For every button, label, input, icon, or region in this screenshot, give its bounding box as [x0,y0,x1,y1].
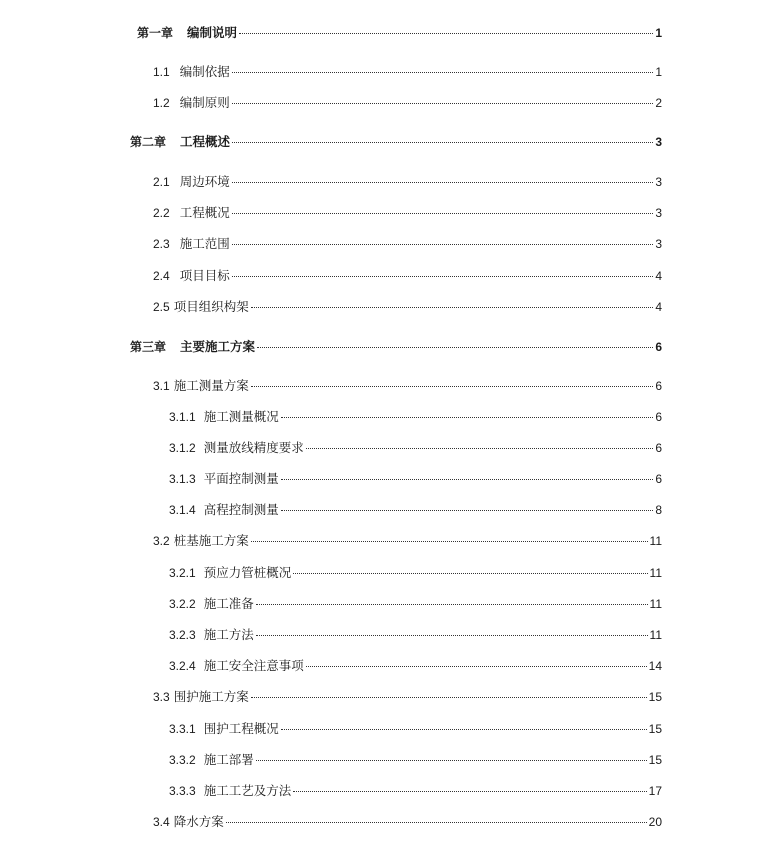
toc-entry-3-2[interactable] [153,532,662,550]
toc-entry-3-1-1[interactable] [169,408,662,426]
toc-title: 施工测量方案 [173,378,249,393]
toc-number: 3.3.3 [169,784,196,798]
toc-entry-3-3-2[interactable] [169,751,662,769]
dot-leader [232,182,654,183]
toc-entry-2-3[interactable] [153,235,662,253]
toc-title: 编制依据 [179,64,230,79]
dot-leader [232,213,654,214]
toc-number: 3.3.2 [169,753,196,767]
toc-number: 2.2 [153,206,170,220]
toc-entry-3-1[interactable] [153,377,662,395]
toc-page-number: 4 [655,300,662,314]
toc-title: 降水方案 [173,814,224,829]
toc-title: 平面控制测量 [203,471,279,486]
toc-page-number: 6 [655,441,662,455]
toc-title: 编制说明 [187,25,238,40]
toc-entry-3-3-1[interactable] [169,720,662,738]
toc-page-number: 3 [655,135,662,149]
toc-title: 周边环境 [179,174,230,189]
toc-page-number: 11 [649,534,662,548]
toc-entry-3-2-3[interactable] [169,626,662,644]
dot-leader [281,729,647,730]
toc-page-number: 11 [649,597,662,611]
toc-page-number: 3 [655,206,662,220]
toc-page-number: 6 [655,472,662,486]
dot-leader [232,142,653,143]
toc-entry-3-1-2[interactable] [169,439,662,457]
toc-number: 2.1 [153,175,170,189]
toc-page-number: 20 [648,815,662,829]
toc-number: 3.2.3 [169,628,196,642]
toc-title: 主要施工方案 [180,339,256,354]
toc-page-number: 3 [655,175,662,189]
toc-number: 第三章 [130,340,167,354]
toc-title: 施工准备 [203,596,254,611]
toc-number: 2.4 [153,269,170,283]
dot-leader [281,510,654,511]
toc-page-number: 11 [649,628,662,642]
toc-number: 3.3 [153,690,170,704]
toc-page-number: 1 [655,26,662,40]
toc-entry-1-2[interactable] [153,94,662,112]
toc-page-number: 6 [655,340,662,354]
toc-title: 测量放线精度要求 [203,440,304,455]
toc-number: 1.2 [153,96,170,110]
dot-leader [281,479,654,480]
toc-title: 施工工艺及方法 [203,783,292,798]
dot-leader [306,666,647,667]
dot-leader [281,417,654,418]
toc-title: 围护工程概况 [203,721,279,736]
dot-leader [232,276,654,277]
toc-page-number: 6 [655,410,662,424]
dot-leader [306,448,654,449]
dot-leader [232,72,654,73]
dot-leader [251,697,647,698]
toc-page-number: 15 [648,722,662,736]
toc-title: 项目目标 [179,268,230,283]
dot-leader [232,103,654,104]
toc-page-number: 3 [655,237,662,251]
toc-entry-chapter-1[interactable] [137,24,662,42]
toc-entry-1-1[interactable] [153,63,662,81]
toc-entry-3-1-4[interactable] [169,501,662,519]
toc-number: 3.3.1 [169,722,196,736]
toc-page-number: 14 [648,659,662,673]
toc-number: 3.2 [153,534,170,548]
toc-title: 工程概况 [179,205,230,220]
toc-title: 编制原则 [179,95,230,110]
toc-page-number: 8 [655,503,662,517]
toc-entry-3-3-3[interactable] [169,782,662,800]
dot-leader [257,347,653,348]
toc-number: 第一章 [137,26,174,40]
toc-title: 施工方法 [203,627,254,642]
toc-number: 3.2.1 [169,566,196,580]
dot-leader [293,573,647,574]
toc-number: 第二章 [130,135,167,149]
toc-page-number: 15 [648,753,662,767]
toc-number: 1.1 [153,65,170,79]
toc-page-number: 15 [648,690,662,704]
toc-number: 3.4 [153,815,170,829]
dot-leader [239,33,653,34]
toc-number: 3.2.2 [169,597,196,611]
toc-entry-3-3[interactable] [153,688,662,706]
dot-leader [226,822,647,823]
toc-page-number: 1 [655,65,662,79]
toc-page-number: 11 [649,566,662,580]
toc-entry-3-2-4[interactable] [169,657,662,675]
toc-entry-2-2[interactable] [153,204,662,222]
toc-entry-2-1[interactable] [153,173,662,191]
toc-entry-3-1-3[interactable] [169,470,662,488]
dot-leader [256,760,647,761]
dot-leader [251,541,648,542]
dot-leader [256,635,648,636]
toc-title: 施工安全注意事项 [203,658,304,673]
toc-entry-chapter-3[interactable] [130,338,662,356]
toc-entry-3-4[interactable] [153,813,662,831]
toc-page-number: 17 [648,784,662,798]
toc-title: 预应力管桩概况 [203,565,292,580]
dot-leader [293,791,646,792]
dot-leader [251,386,654,387]
toc-number: 3.1.1 [169,410,196,424]
toc-title: 项目组织构架 [173,299,249,314]
toc-entry-chapter-2[interactable] [130,133,662,151]
toc-entry-2-4[interactable] [153,267,662,285]
toc-title: 施工部署 [203,752,254,767]
dot-leader [256,604,648,605]
toc-title: 工程概述 [180,134,231,149]
toc-title: 围护施工方案 [173,689,249,704]
toc-number: 3.2.4 [169,659,196,673]
toc-title: 施工测量概况 [203,409,279,424]
toc-entry-2-5[interactable] [153,298,662,316]
toc-number: 3.1.2 [169,441,196,455]
dot-leader [232,244,654,245]
toc-page-number: 2 [655,96,662,110]
toc-entry-3-2-1[interactable] [169,564,662,582]
toc-number: 3.1 [153,379,170,393]
dot-leader [251,307,654,308]
toc-page-number: 4 [655,269,662,283]
toc-page-number: 6 [655,379,662,393]
toc-title: 高程控制测量 [203,502,279,517]
toc-number: 3.1.4 [169,503,196,517]
toc-number: 2.3 [153,237,170,251]
toc-number: 2.5 [153,300,170,314]
toc-title: 桩基施工方案 [173,533,249,548]
toc-title: 施工范围 [179,236,230,251]
toc-entry-3-2-2[interactable] [169,595,662,613]
toc-number: 3.1.3 [169,472,196,486]
